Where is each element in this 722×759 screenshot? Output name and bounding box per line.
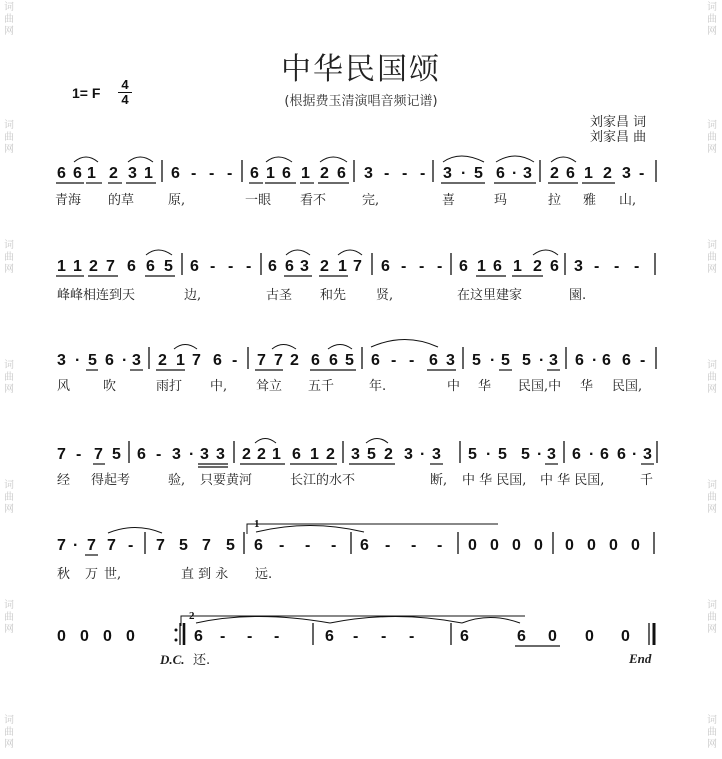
staff-system-5	[57, 518, 654, 582]
lyric: 中	[447, 379, 461, 394]
note: 1	[477, 258, 486, 275]
lyric: 万	[85, 567, 99, 582]
dash: -	[232, 352, 238, 369]
note: 6	[194, 628, 203, 645]
note: 6	[325, 628, 334, 645]
dash: -	[437, 537, 443, 554]
lyric: 五千	[308, 379, 335, 394]
note: 1	[144, 165, 153, 182]
dot: ·	[592, 352, 598, 369]
lyric: 完,	[362, 193, 380, 208]
note: 7	[274, 352, 283, 369]
dash: -	[437, 258, 443, 275]
note: 6	[250, 165, 259, 182]
note: 7	[156, 537, 165, 554]
lyric: 民国,	[612, 379, 643, 394]
lyricist-credit: 刘家昌 词	[590, 115, 647, 130]
dash: -	[391, 352, 397, 369]
note: 6	[311, 352, 320, 369]
dash: -	[353, 628, 359, 645]
note: 7	[257, 352, 266, 369]
watermark-right-3: 词 曲 网	[707, 240, 717, 275]
lyric: 华	[478, 379, 492, 394]
staff-system-3	[57, 340, 656, 395]
note: 6	[329, 352, 338, 369]
dash: -	[411, 537, 417, 554]
song-subtitle: (根据费玉清演唱音频记谱)	[284, 94, 438, 109]
dot: ·	[632, 446, 638, 463]
dash: -	[191, 165, 197, 182]
note: 6	[292, 446, 301, 463]
note: 3	[643, 446, 652, 463]
dash: -	[156, 446, 162, 463]
dash: -	[228, 258, 234, 275]
rest: 0	[631, 537, 640, 554]
note: 3	[57, 352, 66, 369]
note: 3	[622, 165, 631, 182]
composer-credit: 刘家昌 曲	[590, 130, 647, 145]
note: 2	[320, 165, 329, 182]
dash: -	[128, 537, 134, 554]
watermark-right-2: 词 曲 网	[707, 120, 717, 155]
note: 1	[301, 165, 310, 182]
note: 7	[202, 537, 211, 554]
note: 5	[226, 537, 235, 554]
note: 1	[87, 165, 96, 182]
note: 3	[351, 446, 360, 463]
note: 1	[310, 446, 319, 463]
note: 6	[600, 446, 609, 463]
lyric: 断,	[430, 473, 448, 488]
lyric: 山,	[619, 193, 637, 208]
lyric: 秋	[57, 567, 71, 582]
dash: -	[409, 628, 415, 645]
staff-system-6	[57, 610, 654, 668]
dot: ·	[75, 352, 81, 369]
note: 2	[109, 165, 118, 182]
rest: 0	[565, 537, 574, 554]
song-title: 中华民国颂	[281, 52, 441, 87]
note: 3	[128, 165, 137, 182]
rest: 0	[468, 537, 477, 554]
lyric: 看不	[300, 193, 327, 208]
rest: 0	[490, 537, 499, 554]
note: 7	[57, 537, 66, 554]
note: 6	[57, 165, 66, 182]
dot: ·	[486, 446, 492, 463]
note: 1	[176, 352, 185, 369]
note: 6	[622, 352, 631, 369]
lyric: 青海	[55, 193, 82, 208]
volta-1-label: 1	[254, 518, 260, 530]
note: 2	[603, 165, 612, 182]
lyric: 吹	[103, 379, 117, 394]
note: 6	[617, 446, 626, 463]
dash: -	[634, 258, 640, 275]
dash: -	[227, 165, 233, 182]
dot: ·	[122, 352, 128, 369]
dot: ·	[589, 446, 595, 463]
watermark-left-6: 词 曲 网	[4, 600, 14, 635]
note: 2	[320, 258, 329, 275]
note: 6	[602, 352, 611, 369]
note: 3	[446, 352, 455, 369]
note: 2	[326, 446, 335, 463]
note: 3	[432, 446, 441, 463]
lyric: 耸立	[256, 379, 283, 394]
note: 6	[371, 352, 380, 369]
note: 2	[384, 446, 393, 463]
note: 3	[300, 258, 309, 275]
note: 6	[105, 352, 114, 369]
dash: -	[419, 258, 425, 275]
watermark-left-5: 词 曲 网	[4, 480, 14, 515]
dot: ·	[512, 165, 518, 182]
note: 5	[88, 352, 97, 369]
dash: -	[401, 258, 407, 275]
dash: -	[210, 258, 216, 275]
lyric: 风	[57, 379, 71, 394]
note: 6	[550, 258, 559, 275]
lyric: 直 到 永	[181, 567, 229, 582]
note: 6	[460, 628, 469, 645]
volta-1-bracket	[247, 524, 498, 534]
note: 2	[242, 446, 251, 463]
dash: -	[76, 446, 82, 463]
note: 3	[172, 446, 181, 463]
note: 7	[192, 352, 201, 369]
note: 6	[566, 165, 575, 182]
note: 6	[137, 446, 146, 463]
lyric: 雅	[583, 193, 597, 208]
staff-system-2	[56, 250, 655, 303]
note: 6	[190, 258, 199, 275]
lyric: 还.	[193, 653, 211, 668]
lyric: 一眼	[245, 193, 272, 208]
note: 6	[381, 258, 390, 275]
note: 6	[575, 352, 584, 369]
note: 1	[584, 165, 593, 182]
rest: 0	[534, 537, 543, 554]
note: 6	[496, 165, 505, 182]
note: 6	[493, 258, 502, 275]
rest: 0	[512, 537, 521, 554]
note: 3	[404, 446, 413, 463]
lyric: 在这里建家	[457, 288, 523, 303]
note: 1	[272, 446, 281, 463]
lyric: 拉	[548, 193, 562, 208]
dash: -	[385, 537, 391, 554]
note: 5	[522, 352, 531, 369]
dot: ·	[539, 352, 545, 369]
note: 6	[146, 258, 155, 275]
dash: -	[639, 165, 645, 182]
dash: -	[640, 352, 646, 369]
note: 3	[200, 446, 209, 463]
dash: -	[246, 258, 252, 275]
dash: -	[381, 628, 387, 645]
lyric: 年.	[369, 379, 387, 394]
note: 3	[132, 352, 141, 369]
dash: -	[420, 165, 426, 182]
note: 6	[73, 165, 82, 182]
lyric: 中,	[210, 379, 228, 394]
lyric: 雨打	[156, 379, 183, 394]
dot: ·	[490, 352, 496, 369]
note: 2	[290, 352, 299, 369]
lyric: 验,	[168, 473, 186, 488]
note: 3	[443, 165, 452, 182]
dot: ·	[420, 446, 426, 463]
note: 6	[268, 258, 277, 275]
watermark-right-5: 词 曲 网	[707, 480, 717, 515]
dash: -	[384, 165, 390, 182]
lyric: 和先	[320, 288, 347, 303]
dash: -	[274, 628, 280, 645]
rest: 0	[587, 537, 596, 554]
lyric: 中 华 民国,	[540, 473, 605, 488]
note: 1	[266, 165, 275, 182]
dash: -	[209, 165, 215, 182]
dot: ·	[73, 537, 79, 554]
dot: ·	[461, 165, 467, 182]
rest: 0	[126, 628, 135, 645]
rest: 0	[80, 628, 89, 645]
note: 5	[112, 446, 121, 463]
lyric: 園.	[569, 288, 587, 303]
dash: -	[409, 352, 415, 369]
note: 5	[472, 352, 481, 369]
dash: -	[331, 537, 337, 554]
dash: -	[594, 258, 600, 275]
lyric: 贤,	[376, 288, 394, 303]
final-barline	[649, 623, 654, 645]
note: 6	[213, 352, 222, 369]
note: 7	[87, 537, 96, 554]
note: 2	[89, 258, 98, 275]
watermark-left-3: 词 曲 网	[4, 240, 14, 275]
note: 7	[107, 537, 116, 554]
note: 3	[523, 165, 532, 182]
note: 5	[468, 446, 477, 463]
note: 1	[57, 258, 66, 275]
lyric: 民国,中	[518, 379, 562, 394]
rest: 0	[621, 628, 630, 645]
note: 7	[57, 446, 66, 463]
note: 5	[164, 258, 173, 275]
note: 6	[429, 352, 438, 369]
watermark-left-4: 词 曲 网	[4, 360, 14, 395]
lyric: 的草	[108, 193, 135, 208]
note: 6	[572, 446, 581, 463]
rest: 0	[103, 628, 112, 645]
rest: 0	[57, 628, 66, 645]
note: 6	[254, 537, 263, 554]
note: 5	[474, 165, 483, 182]
time-signature-numerator: 4	[121, 77, 129, 92]
note: 2	[158, 352, 167, 369]
note: 6	[282, 165, 291, 182]
note: 6	[171, 165, 180, 182]
lyric: 古圣	[266, 288, 293, 303]
lyric: 玛	[494, 193, 508, 208]
lyric: 远.	[255, 567, 273, 582]
note: 6	[285, 258, 294, 275]
note: 3	[549, 352, 558, 369]
lyric: 原,	[168, 193, 186, 208]
dc-mark: D.C.	[160, 652, 185, 667]
note: 5	[521, 446, 530, 463]
staff-system-4	[57, 439, 657, 489]
note: 5	[345, 352, 354, 369]
time-signature-denominator: 4	[121, 92, 129, 107]
rest: 0	[609, 537, 618, 554]
staff-system-1	[55, 156, 656, 208]
lyric: 只要黄河	[200, 473, 253, 488]
note: 5	[498, 446, 507, 463]
lyric: 千	[640, 473, 654, 488]
watermark-left-2: 词 曲 网	[4, 120, 14, 155]
note: 3	[574, 258, 583, 275]
note: 2	[257, 446, 266, 463]
note: 5	[179, 537, 188, 554]
watermark-right-7: 词 曲 网	[707, 715, 717, 750]
dash: -	[220, 628, 226, 645]
dash: -	[279, 537, 285, 554]
volta-2-label: 2	[189, 610, 195, 622]
lyric: 经	[57, 473, 71, 488]
dash: -	[402, 165, 408, 182]
dash: -	[247, 628, 253, 645]
watermark-right-6: 词 曲 网	[707, 600, 717, 635]
rest: 0	[585, 628, 594, 645]
note: 7	[94, 446, 103, 463]
note: 1	[513, 258, 522, 275]
note: 5	[501, 352, 510, 369]
note: 6	[517, 628, 526, 645]
dash: -	[305, 537, 311, 554]
lyric: 中 华 民国,	[462, 473, 527, 488]
note: 6	[360, 537, 369, 554]
dot: ·	[189, 446, 195, 463]
note: 6	[459, 258, 468, 275]
note: 3	[216, 446, 225, 463]
note: 2	[533, 258, 542, 275]
note: 5	[367, 446, 376, 463]
note: 7	[353, 258, 362, 275]
dash: -	[614, 258, 620, 275]
watermark-right-1: 词 曲 网	[707, 2, 717, 37]
note: 6	[337, 165, 346, 182]
watermark-left-1: 词 曲 网	[4, 2, 14, 37]
note: 2	[550, 165, 559, 182]
note: 6	[127, 258, 136, 275]
note: 1	[338, 258, 347, 275]
rest: 0	[548, 628, 557, 645]
watermark-right-4: 词 曲 网	[707, 360, 717, 395]
lyric: 边,	[184, 288, 202, 303]
lyric: 世,	[104, 567, 122, 582]
note: 3	[547, 446, 556, 463]
note: 1	[73, 258, 82, 275]
lyric: 峰峰相连到天	[57, 288, 136, 303]
repeat-end-barline	[175, 623, 185, 645]
note: 7	[106, 258, 115, 275]
key-signature: 1= F	[72, 85, 101, 101]
lyric: 华	[580, 379, 594, 394]
lyric: 喜	[442, 193, 456, 208]
watermark-left-7: 词 曲 网	[4, 715, 14, 750]
lyric: 长江的水不	[290, 473, 356, 488]
end-mark: End	[629, 651, 652, 666]
dot: ·	[537, 446, 543, 463]
lyric: 得起考	[91, 473, 131, 488]
note: 3	[364, 165, 373, 182]
